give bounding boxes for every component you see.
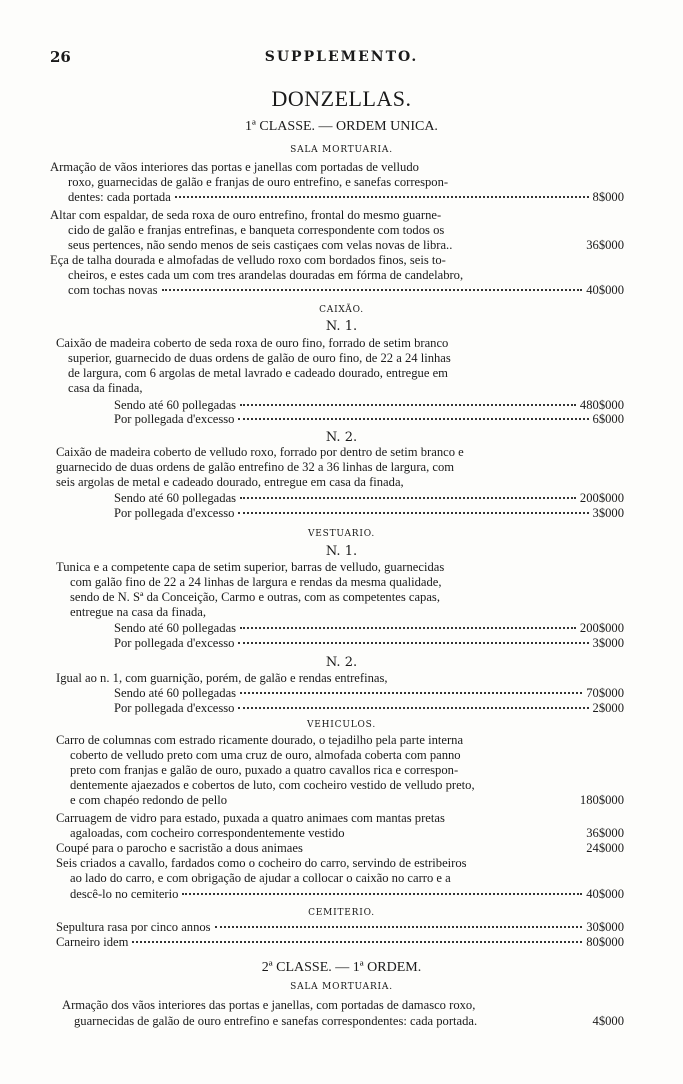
caixao-n2-row1-label: Sendo até 60 pollegadas: [114, 491, 237, 505]
armacao-price-row: [68, 190, 624, 205]
vestuario-n2-row2: [114, 701, 624, 716]
coupe-price-row: [56, 841, 624, 856]
caixao-n1-line-2: superior, guarnecido de duas ordens de galão de ouro fino, de 22 a 24 linhas: [68, 351, 451, 365]
caixao-n2-row1-price: 200$000: [579, 491, 624, 505]
caixao-n1-row1-price: 480$000: [579, 398, 624, 412]
sala-mortuaria-heading: SALA MORTUARIA.: [290, 145, 393, 155]
vestuario-n2-row1-price: 70$000: [586, 686, 624, 700]
carruagem-line-1: Carruagem de vidro para estado, puxada a quatro animaes com mantas pretas: [56, 811, 445, 825]
carro-line-4: dentemente ajaezados e cobertos de luto, com cocheiro vestido de velludo preto,: [70, 778, 475, 792]
leader-dots: [238, 512, 588, 514]
caixao-n2-row2: [114, 506, 624, 521]
caixao-n1-line-4: casa da finada,: [68, 381, 143, 395]
caixao-n1-row1-label: Sendo até 60 pollegadas: [114, 398, 237, 412]
vestuario-n1-row1-price: 200$000: [579, 621, 624, 635]
coupe-price: 24$000: [586, 841, 624, 855]
criados-line-1: Seis criados a cavallo, fardados como o cocheiro do carro, servindo de estribeiros: [56, 856, 467, 870]
caixao-n1-line-3: de largura, com 6 argolas de metal lavrado e cadeado dourado, entregue em: [68, 366, 448, 380]
altar-price-row: [68, 238, 624, 253]
vestuario-n2-row1-label: Sendo até 60 pollegadas: [114, 686, 237, 700]
leader-dots: [238, 642, 588, 644]
carro-line-3: preto com franjas e galão de ouro, puxado a quatro cavallos rica e correspon-: [70, 763, 459, 777]
leader-dots: [240, 692, 582, 694]
caixao-n2-row2-label: Por pollegada d'excesso: [114, 506, 235, 520]
caixao-n2-row2-price: 3$000: [592, 506, 624, 520]
coupe-last-line: Coupé para o parocho e sacristão a dous animaes: [56, 841, 303, 855]
caixao-n2-row1: [114, 491, 624, 506]
class2-armacao-last-line: guarnecidas de galão de ouro entrefino e sanefas correspondentes: cada portada.: [74, 1014, 478, 1028]
page-number: 26: [50, 48, 71, 66]
vestuario-n2-label: N. 2.: [325, 655, 358, 670]
class2-sala-heading: SALA MORTUARIA.: [290, 982, 393, 992]
caixao-n2-line-1: Caixão de madeira coberto de velludo roxo, forrado por dentro de setim branco e: [56, 445, 464, 459]
carro-price-row: [70, 793, 624, 808]
eca-line-1: Eça de talha dourada e almofadas de velludo roxo com bordados finos, seis to-: [50, 253, 446, 267]
carro-last-line: e com chapéo redondo de pello: [70, 793, 228, 807]
leader-dots: [240, 497, 576, 499]
carneiro-row: [56, 935, 624, 950]
leader-dots: [240, 627, 576, 629]
leader-dots: [240, 404, 576, 406]
sepultura-row: [56, 920, 624, 935]
vestuario-n2-row2-label: Por pollegada d'excesso: [114, 701, 235, 715]
vestuario-n1-row2-price: 3$000: [592, 636, 624, 650]
armacao-line-2: roxo, guarnecidas de galão e franjas de ouro entrefino, e sanefas correspon-: [68, 175, 449, 189]
caixao-n2-line-2: guarnecido de duas ordens de galão entrefino de 32 a 36 linhas de largura, com: [56, 460, 455, 474]
vestuario-n1-line-2: com galão fino de 22 a 24 linhas de largura e rendas da mesma qualidade,: [70, 575, 442, 589]
carro-line-1: Carro de columnas com estrado ricamente dourado, o tejadilho pela parte interna: [56, 733, 464, 747]
armacao-price: 8$000: [592, 190, 624, 204]
vestuario-n1-label: N. 1.: [325, 544, 358, 559]
carro-price: 180$000: [579, 793, 624, 807]
class1-heading: 1ª CLASSE. — ORDEM UNICA.: [245, 119, 438, 134]
altar-price: 36$000: [586, 238, 624, 252]
caixao-n2-line-3: seis argolas de metal e cadeado dourado, entregue em casa da finada,: [56, 475, 404, 489]
carruagem-price-row: [70, 826, 624, 841]
carruagem-price: 36$000: [586, 826, 624, 840]
caixao-n1-row2-label: Por pollegada d'excesso: [114, 412, 235, 426]
vestuario-n1-row2: [114, 636, 624, 651]
leader-dots: [215, 926, 583, 928]
vestuario-n1-row2-label: Por pollegada d'excesso: [114, 636, 235, 650]
leader-dots: [132, 941, 582, 943]
vestuario-n2-line-1: Igual ao n. 1, com guarnição, porém, de galão e rendas entrefinas,: [56, 671, 388, 685]
page-title: DONZELLAS.: [271, 86, 412, 111]
running-title: SUPPLEMENTO.: [264, 49, 419, 65]
carruagem-last-line: agaloadas, com cocheiro correspondentemente vestido: [70, 826, 345, 840]
carneiro-price: 80$000: [586, 935, 624, 949]
vestuario-n1-line-1: Tunica e a competente capa de setim superior, barras de velludo, guarnecidas: [56, 560, 445, 574]
cemiterio-heading: CEMITERIO.: [308, 908, 375, 918]
vehiculos-heading: VEHICULOS.: [306, 720, 376, 730]
vestuario-n1-line-3: sendo de N. Sª da Conceição, Carmo e outras, com as competentes capas,: [70, 590, 440, 604]
altar-line-2: cido de galão e franjas entrefinas, e banqueta correspondente com todos os: [68, 223, 445, 237]
caixao-n1-row2-price: 6$000: [592, 412, 624, 426]
class2-armacao-line-1: Armação dos vãos interiores das portas e janellas, com portadas de damasco roxo,: [62, 998, 476, 1012]
armacao-last-line: dentes: cada portada: [68, 190, 171, 204]
sepultura-price: 30$000: [586, 920, 624, 934]
carro-line-2: coberto de velludo preto com uma cruz de ouro, almofada coberta com panno: [70, 748, 461, 762]
sepultura-label: Sepultura rasa por cinco annos: [56, 920, 211, 934]
leader-dots: [162, 289, 583, 291]
eca-price: 40$000: [586, 283, 624, 297]
caixao-n1-label: N. 1.: [325, 319, 358, 334]
class2-armacao-price: 4$000: [592, 1014, 624, 1028]
eca-line-2: cheiros, e estes cada um com tres arandelas douradas em fórma de candelabro,: [68, 268, 464, 282]
criados-last-line: descê-lo no cemiterio: [70, 887, 179, 901]
vestuario-n2-row1: [114, 686, 624, 701]
armacao-line-1: Armação de vãos interiores das portas e janellas com portadas de velludo: [50, 160, 419, 174]
altar-line-1: Altar com espaldar, de seda roxa de ouro entrefino, frontal do mesmo guarne-: [50, 208, 442, 222]
leader-dots: [238, 418, 588, 420]
caixao-heading: CAIXÃO.: [319, 305, 364, 315]
eca-price-row: [68, 283, 624, 298]
caixao-n1-row1: [114, 398, 624, 413]
leader-dots: [182, 893, 582, 895]
class2-armacao-price-row: [74, 1014, 624, 1029]
vestuario-heading: VESTUARIO.: [307, 529, 376, 539]
vestuario-n1-row1: [114, 621, 624, 636]
vestuario-n1-line-4: entregue na casa da finada,: [70, 605, 207, 619]
caixao-n2-label: N. 2.: [325, 430, 358, 445]
vestuario-n1-row1-label: Sendo até 60 pollegadas: [114, 621, 237, 635]
criados-price-row: [70, 887, 624, 902]
class2-heading: 2ª CLASSE. — 1ª ORDEM.: [261, 960, 422, 975]
altar-last-line: seus pertences, não sendo menos de seis castiçaes com velas novas de libra..: [68, 238, 453, 252]
caixao-n1-line-1: Caixão de madeira coberto de seda roxa de ouro fino, forrado de setim branco: [56, 336, 449, 350]
leader-dots: [238, 707, 588, 709]
criados-line-2: ao lado do carro, e com obrigação de ajudar a collocar o caixão no carro e a: [70, 871, 451, 885]
criados-price: 40$000: [586, 887, 624, 901]
leader-dots: [175, 196, 589, 198]
carneiro-label: Carneiro idem: [56, 935, 129, 949]
eca-last-line: com tochas novas: [68, 283, 158, 297]
vestuario-n2-row2-price: 2$000: [592, 701, 624, 715]
caixao-n1-row2: [114, 412, 624, 427]
